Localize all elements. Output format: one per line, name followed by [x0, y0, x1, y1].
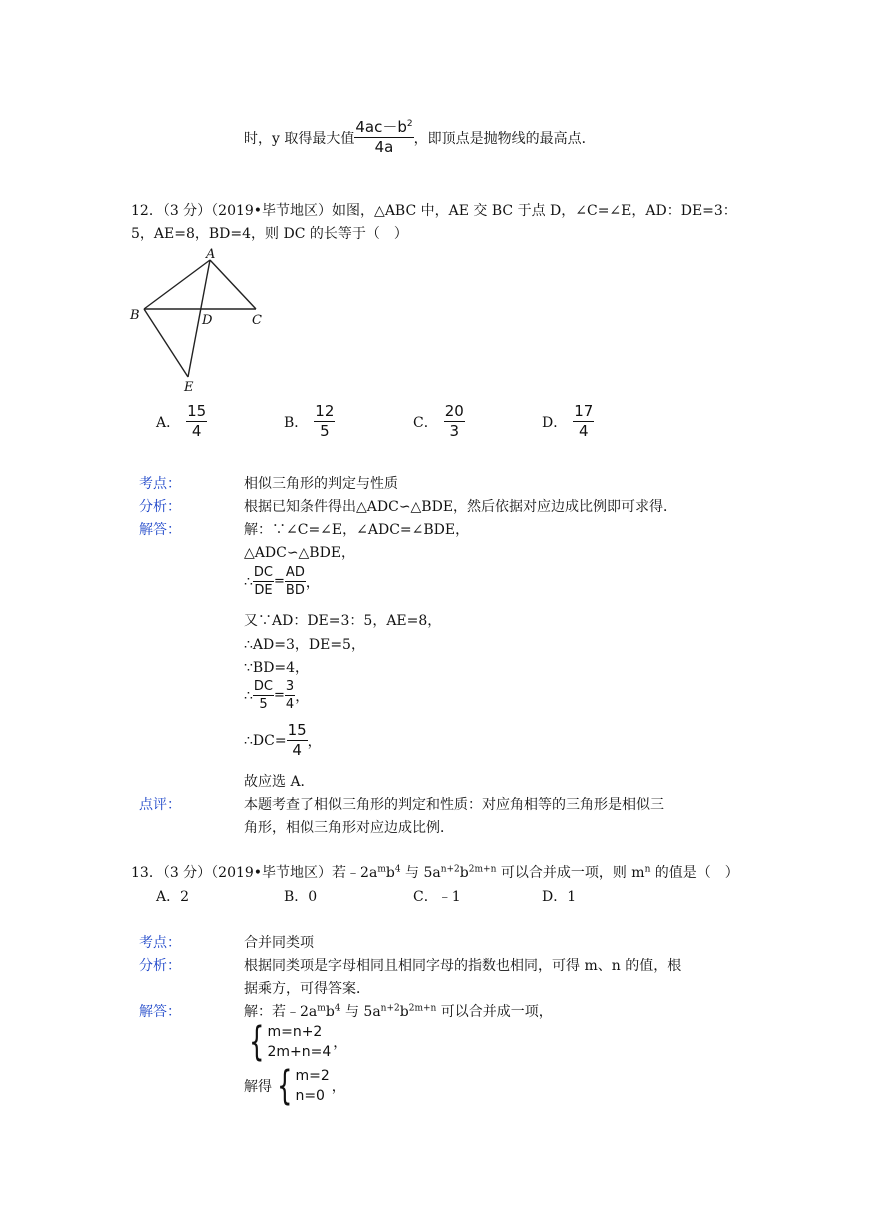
q12-dianping-line1: 本题考查了相似三角形的判定和性质：对应角相等的三角形是相似三: [244, 797, 664, 813]
segment-ac: [210, 260, 256, 309]
point-label-d: D: [202, 313, 213, 328]
q12-dianping-line2: 角形，相似三角形对应边成比例．: [244, 820, 454, 836]
q12-fenxi: 根据已知条件得出△ADC∽△BDE，然后依据对应边成比例即可求得．: [244, 499, 678, 515]
point-label-e: E: [184, 380, 194, 395]
q12-step-7: ∴ $\frac{DC}{5}$ = $\frac{3}{4}$ ，: [244, 679, 310, 712]
segment-ab: [144, 260, 210, 309]
q12-dianping-label: 点评：: [139, 797, 181, 813]
q12-kaodian: 相似三角形的判定与性质: [244, 476, 398, 492]
q13-fenxi-line2: 据乘方，可得答案．: [244, 981, 370, 997]
q13-fenxi-line1: 根据同类项是字母相同且相同字母的指数也相同，可得 m、n 的值，根: [244, 958, 682, 974]
q12-kaodian-label: 考点：: [139, 476, 181, 492]
top-line: [244, 120, 596, 156]
point-label-b: B: [130, 308, 140, 323]
q13-fenxi-label: 分析：: [139, 958, 181, 974]
q12-step-6: ∵BD=4，: [244, 660, 310, 676]
q12-option-b: B． $\frac{12}{5}$: [284, 402, 335, 440]
q12-step-5: ∴AD=3，DE=5，: [244, 637, 365, 653]
q13-system-1: { m=n+2 2m+n=4 ，: [244, 1022, 347, 1062]
q12-step-9: 故应选 A．: [244, 774, 315, 790]
q13-kaodian: 合并同类项: [244, 935, 314, 951]
point-label-c: C: [252, 313, 262, 328]
solution-system: { m=2 n=0: [277, 1063, 330, 1109]
q12-jieda-label: 解答：: [139, 522, 181, 538]
q13-system-2: 解得 { m=2 n=0 ，: [244, 1063, 346, 1109]
q12-step-3: ∴ $\frac{DC}{DE}$ = $\frac{AD}{BD}$ ，: [244, 565, 320, 598]
q12-step-1: 解：∵∠C=∠E，∠ADC=∠BDE，: [244, 522, 470, 538]
segment-be: [144, 309, 188, 377]
top-prefix: 时，y 取得最大值: [244, 130, 355, 147]
q12-figure: [128, 246, 268, 396]
q12-option-a: A． $\frac{15}{4}$: [156, 402, 207, 440]
top-suffix: ，即顶点是抛物线的最高点．: [413, 130, 596, 147]
q12-stem-line1: 12．（3 分）（2019•毕节地区）如图，△ABC 中，AE 交 BC 于点 D，∠C=∠E，AD：DE=3：: [131, 203, 737, 219]
q13-stem: 13．（3 分）（2019•毕节地区）若$﹣2a^mb^4$ 与 $5a^{n+2}b^{2m+n}$ 可以合并成一项，则 $m^n$ 的值是（ ）: [131, 864, 739, 881]
q12-fenxi-label: 分析：: [139, 499, 181, 515]
q13-kaodian-label: 考点：: [139, 935, 181, 951]
q12-option-c: C． $\frac{20}{3}$: [413, 402, 464, 440]
q12-step-2: △ADC∽△BDE，: [244, 545, 356, 561]
point-label-a: A: [206, 247, 216, 262]
max-value-fraction: $\frac{4ac-b^2}{4a}$: [355, 118, 413, 156]
q12-step-8: ∴DC= $\frac{15}{4}$ ，: [244, 721, 322, 759]
q12-stem-line2: 5，AE=8，BD=4，则 DC 的长等于（ ）: [131, 226, 408, 242]
q13-option-b: B．0: [284, 889, 318, 905]
q13-option-d: D．1: [542, 889, 577, 905]
q12-step-4: 又∵AD：DE=3：5，AE=8，: [244, 613, 442, 629]
q13-option-c: C．﹣1: [413, 889, 461, 905]
q13-option-a: A．2: [156, 889, 190, 905]
q13-jieda-label: 解答：: [139, 1004, 181, 1020]
q13-step-1: 解：若$﹣2a^mb^4$ 与 $5a^{n+2}b^{2m+n}$ 可以合并成一项，: [244, 1003, 553, 1020]
q12-option-d: D． $\frac{17}{4}$: [542, 402, 594, 440]
equation-system: { m=n+2 2m+n=4: [249, 1019, 332, 1065]
